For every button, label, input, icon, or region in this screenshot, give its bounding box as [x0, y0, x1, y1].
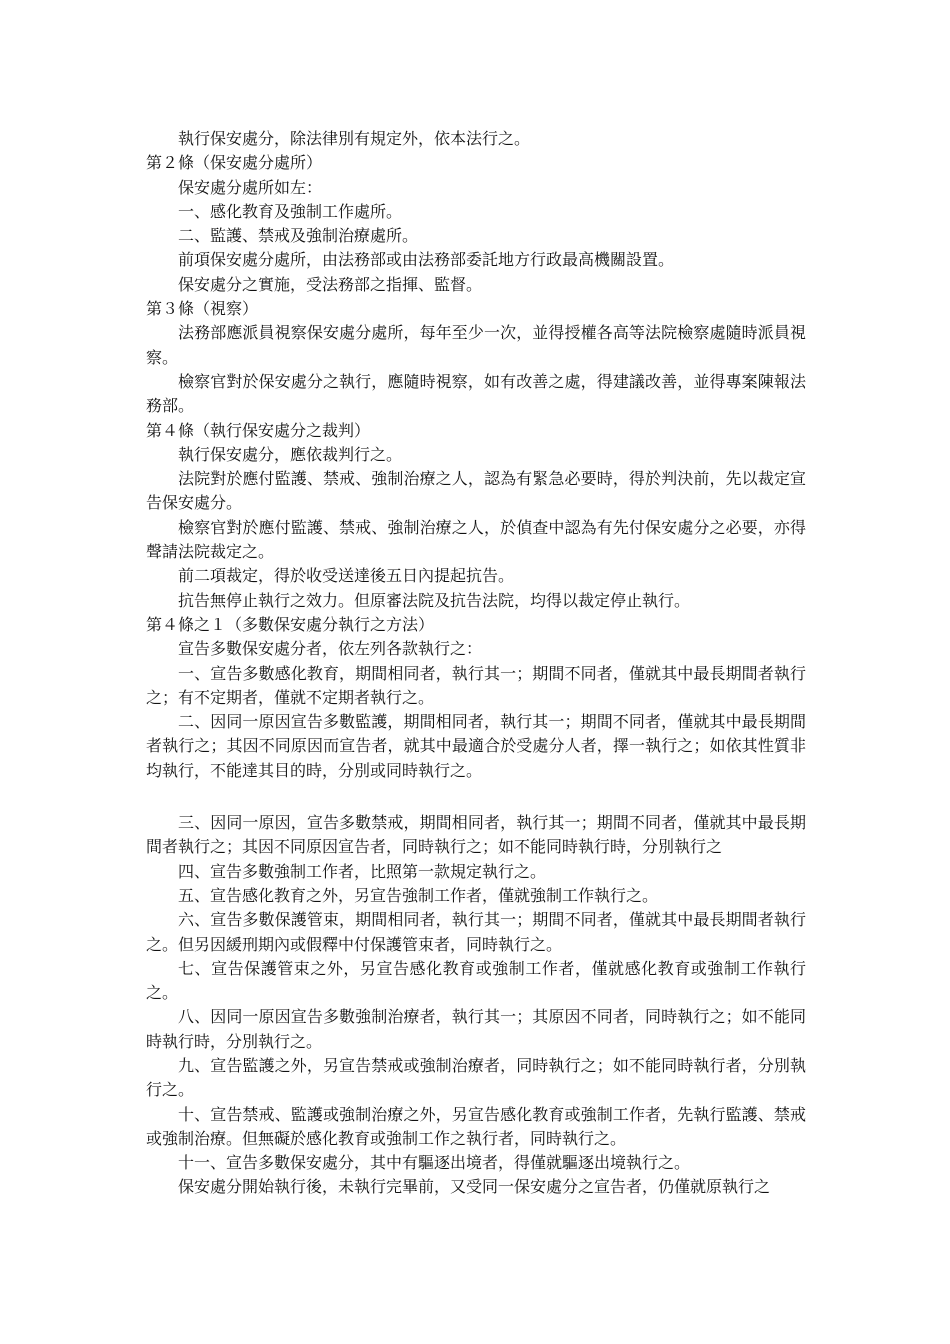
- list-item: 十、宣告禁戒、監護或強制治療之外，另宣告感化教育或強制工作者，先執行監護、禁戒或強制治療。但無礙於感化教育或強制工作之執行者，同時執行之。: [146, 1104, 806, 1148]
- paragraph: 保安處分處所如左：: [178, 177, 323, 197]
- paragraph: 前項保安處分處所，由法務部或由法務部委託地方行政最高機關設置。: [178, 250, 675, 270]
- paragraph: 前二項裁定，得於收受送達後五日內提起抗告。: [178, 566, 515, 586]
- list-item: 八、因同一原因宣告多數強制治療者，執行其一；其原因不同者，同時執行之；如不能同時執行時，分別執行之。: [146, 1007, 806, 1051]
- paragraph: 保安處分開始執行後，未執行完畢前，又受同一保安處分之宣告者，仍僅就原執行之: [178, 1177, 771, 1197]
- list-item: 三、因同一原因，宣告多數禁戒，期間相同者，執行其一；期間不同者，僅就其中最長期間者執行之；其因不同原因宣告者，同時執行之；如不能同時執行時，分別執行之: [146, 813, 806, 857]
- paragraph: 法務部應派員視察保安處分處所，每年至少一次，並得授權各高等法院檢察處隨時派員視察。: [146, 323, 806, 367]
- document-body: [146, 127, 806, 1200]
- article-heading: 第４條之１（多數保安處分執行之方法）: [146, 614, 435, 634]
- list-item: 一、感化教育及強制工作處所。: [178, 201, 403, 221]
- list-item: 六、宣告多數保護管束，期間相同者，執行其一；期間不同者，僅就其中最長期間者執行之。但另因緩刑期內或假釋中付保護管束者，同時執行之。: [146, 910, 806, 954]
- paragraph: 檢察官對於應付監護、禁戒、強制治療之人，於偵查中認為有先付保安處分之必要，亦得聲請法院裁定之。: [146, 517, 806, 562]
- article-heading: 第３條（視察）: [146, 299, 259, 319]
- paragraph: 執行保安處分，除法律別有規定外，依本法行之。: [178, 129, 531, 148]
- article-heading: 第４條（執行保安處分之裁判）: [146, 420, 371, 440]
- paragraph: 抗告無停止執行之效力。但原審法院及抗告法院，均得以裁定停止執行。: [178, 590, 691, 610]
- paragraph: 宣告多數保安處分者，依左列各款執行之：: [178, 639, 483, 659]
- blank-line: [146, 783, 806, 811]
- list-item: 九、宣告監護之外，另宣告禁戒或強制治療者，同時執行之；如不能同時執行者，分別執行之。: [146, 1055, 806, 1100]
- list-item: 七、宣告保護管束之外，另宣告感化教育或強制工作者，僅就感化教育或強制工作執行之。: [146, 958, 806, 1003]
- list-item: 二、監護、禁戒及強制治療處所。: [178, 226, 419, 246]
- list-item: 一、宣告多數感化教育，期間相同者，執行其一；期間不同者，僅就其中最長期間者執行之；有不定期者，僅就不定期者執行之。: [146, 663, 806, 707]
- paragraph: 法院對於應付監護、禁戒、強制治療之人，認為有緊急必要時，得於判決前，先以裁定宣告保安處分。: [146, 469, 806, 513]
- paragraph: 保安處分之實施，受法務部之指揮、監督。: [178, 274, 483, 294]
- article-heading: 第２條（保安處分處所）: [146, 153, 323, 173]
- list-item: 十一、宣告多數保安處分，其中有驅逐出境者，得僅就驅逐出境執行之。: [178, 1153, 691, 1173]
- paragraph: 執行保安處分，應依裁判行之。: [178, 444, 403, 464]
- list-item: 五、宣告感化教育之外，另宣告強制工作者，僅就強制工作執行之。: [178, 885, 659, 905]
- paragraph: 檢察官對於保安處分之執行，應隨時視察，如有改善之處，得建議改善，並得專案陳報法務部。: [146, 371, 806, 416]
- list-item: 二、因同一原因宣告多數監護，期間相同者，執行其一；期間不同者，僅就其中最長期間者執行之；其因不同原因而宣告者，就其中最適合於受處分人者，擇一執行之；如依其性質非均執行，不能達其目的時，分別或同時執行之。: [146, 712, 806, 780]
- list-item: 四、宣告多數強制工作者，比照第一款規定執行之。: [178, 861, 547, 881]
